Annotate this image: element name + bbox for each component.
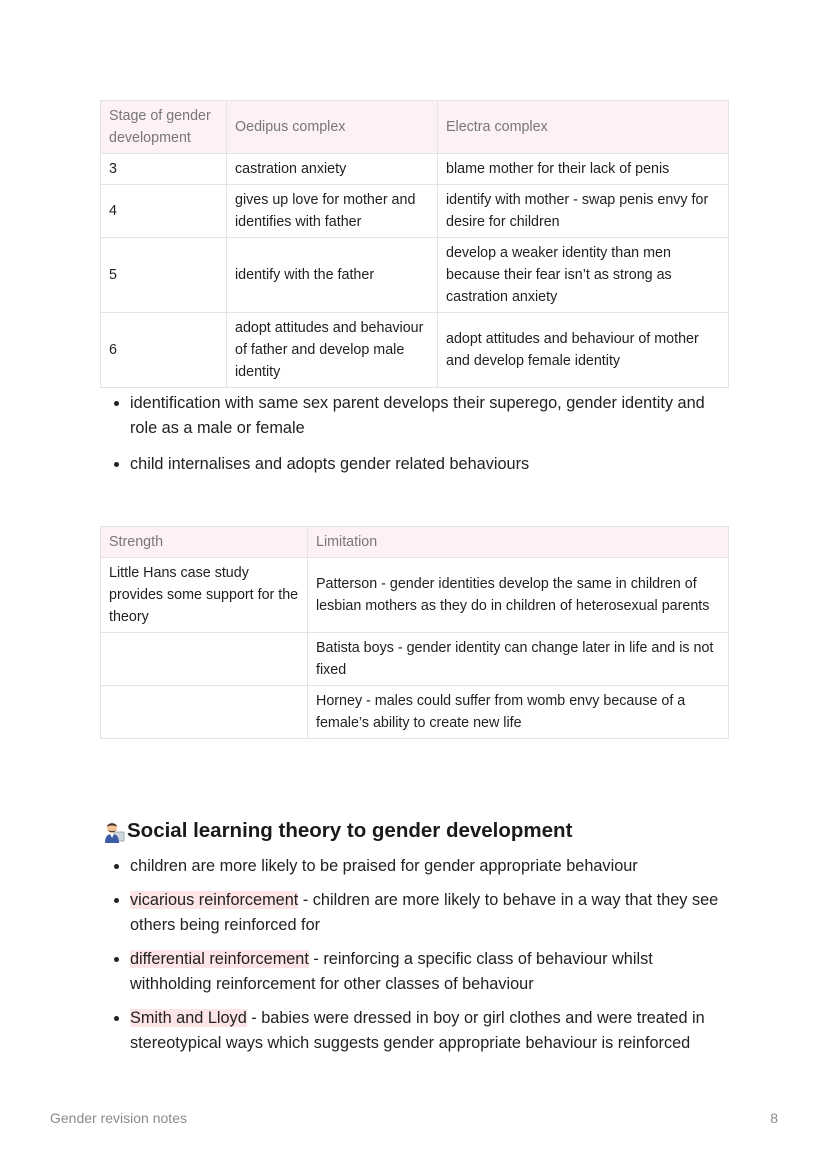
list-item: • identification with same sex parent develops their superego, gender identity and role as a male or female: [130, 391, 730, 441]
header-cell: Electra complex: [438, 101, 729, 154]
table-row: [101, 185, 729, 238]
list-item-text: - reinforcing a specific class of behaviour whilst withholding reinforcement for other classes of behaviour: [130, 950, 653, 993]
table-cell: develop a weaker identity than men because their fear isn’t as strong as castration anxiety: [438, 238, 729, 313]
table-header-row: [101, 101, 729, 154]
teacher-emoji-icon: [101, 819, 125, 843]
section-title: Social learning theory to gender development: [127, 819, 573, 842]
table-row: [101, 313, 729, 388]
table-cell: [101, 633, 308, 686]
table-cell: 5: [101, 238, 227, 313]
table-cell: blame mother for their lack of penis: [438, 154, 729, 185]
highlighted-term: Smith and Lloyd: [130, 1009, 247, 1027]
table-cell: 6: [101, 313, 227, 388]
bullet-list: [108, 391, 730, 488]
list-item: [130, 1006, 730, 1056]
table-cell: identify with mother - swap penis envy for desire for children: [438, 185, 729, 238]
list-item-text: - babies were dressed in boy or girl clothes and were treated in stereotypical ways which suggests gender appropriate behaviour is reinforced: [130, 1009, 705, 1052]
stages-table: [100, 100, 729, 388]
table-cell: castration anxiety: [227, 154, 438, 185]
table-row: [101, 686, 729, 739]
header-cell: Stage of gender development: [101, 101, 227, 154]
table-row: [101, 154, 729, 185]
header-cell: Strength: [101, 527, 308, 558]
table-row: [101, 558, 729, 633]
table-cell: adopt attitudes and behaviour of mother and develop female identity: [438, 313, 729, 388]
table-row: [101, 633, 729, 686]
table-cell: Little Hans case study provides some support for the theory: [101, 558, 308, 633]
table-cell: adopt attitudes and behaviour of father and develop male identity: [227, 313, 438, 388]
table-cell: Batista boys - gender identity can change later in life and is not fixed: [308, 633, 729, 686]
list-item-text: children are more likely to be praised for gender appropriate behaviour: [130, 857, 638, 875]
list-item: [130, 854, 730, 879]
header-cell: Oedipus complex: [227, 101, 438, 154]
table-cell: [101, 686, 308, 739]
table-cell: identify with the father: [227, 238, 438, 313]
table-header-row: [101, 527, 729, 558]
section-heading: [101, 819, 572, 843]
table-row: [101, 238, 729, 313]
highlighted-term: differential reinforcement: [130, 950, 309, 968]
evaluation-table: [100, 526, 729, 739]
table-cell: Horney - males could suffer from womb envy because of a female’s ability to create new life: [308, 686, 729, 739]
list-item: [130, 947, 730, 997]
table-cell: 3: [101, 154, 227, 185]
list-item: [130, 888, 730, 938]
footer-title: Gender revision notes: [50, 1110, 187, 1126]
bullet-list: [108, 854, 730, 1065]
table-cell: gives up love for mother and identifies with father: [227, 185, 438, 238]
table-cell: Patterson - gender identities develop the same in children of lesbian mothers as they do in children of heterosexual parents: [308, 558, 729, 633]
table-cell: 4: [101, 185, 227, 238]
header-cell: Limitation: [308, 527, 729, 558]
page-number: 8: [770, 1110, 778, 1126]
list-item: • child internalises and adopts gender related behaviours: [130, 452, 730, 477]
list-item-text: - children are more likely to behave in a way that they see others being reinforced for: [130, 891, 719, 934]
highlighted-term: vicarious reinforcement: [130, 891, 299, 909]
